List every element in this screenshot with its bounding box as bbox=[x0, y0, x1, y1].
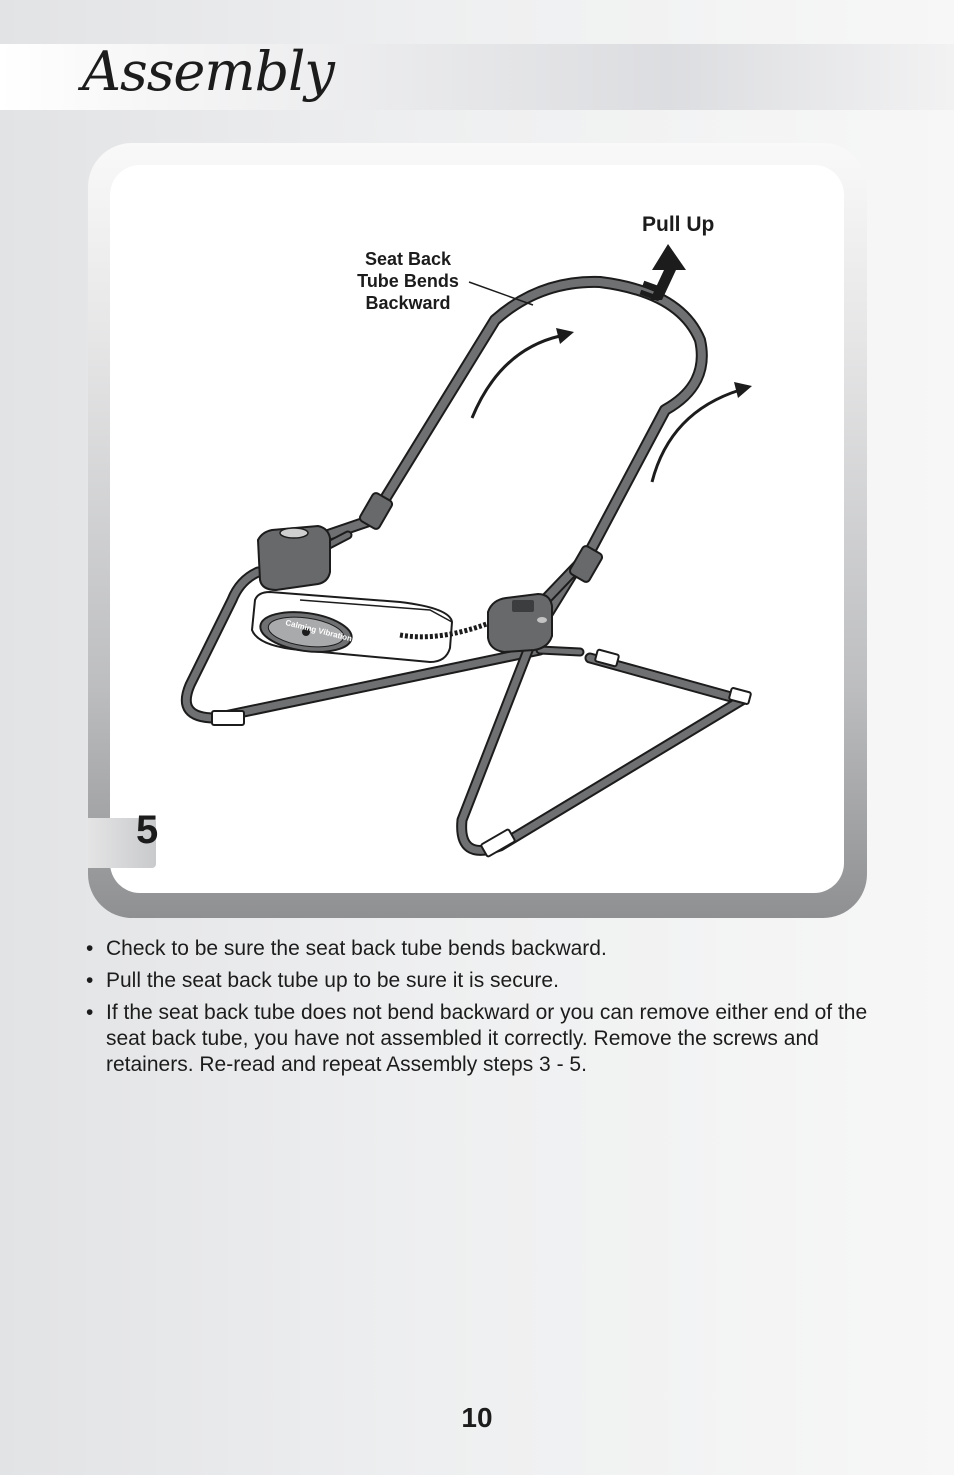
seat-back-callout-line2: Tube Bends bbox=[357, 271, 459, 291]
motion-arrowheads bbox=[556, 328, 752, 398]
instruction-item bbox=[86, 968, 876, 994]
left-housing bbox=[258, 526, 330, 590]
bullet: • bbox=[86, 969, 94, 992]
seat-back-callout-line1: Seat Back bbox=[364, 249, 452, 269]
bullet: • bbox=[86, 937, 94, 960]
page-number: 10 bbox=[461, 1402, 493, 1433]
pull-up-callout: Pull Up bbox=[642, 213, 715, 236]
instruction-text: If the seat back tube does not bend backward or you can remove either end of the seat back tube, you have not assembled it correctly. Remove the screws and retainers. Re-read and repeat Assembly steps 3 - 5. bbox=[106, 1001, 868, 1076]
right-housing bbox=[488, 594, 552, 652]
instruction-text: Pull the seat back tube up to be sure it is secure. bbox=[106, 969, 559, 992]
step-number: 5 bbox=[136, 808, 159, 852]
bullet: • bbox=[86, 1001, 94, 1024]
instruction-item bbox=[86, 936, 876, 962]
instruction-list bbox=[86, 936, 876, 1084]
instruction-item bbox=[86, 1000, 876, 1078]
page-title: Assembly bbox=[82, 40, 334, 103]
product-badge: Calming Vibrations bbox=[284, 618, 358, 645]
seat-back-callout-line3: Backward bbox=[365, 293, 451, 313]
vibration-unit bbox=[252, 592, 452, 662]
seat-back-callout bbox=[348, 248, 468, 314]
pull-up-arrow bbox=[640, 244, 686, 301]
seat-back-tube bbox=[290, 282, 702, 600]
instruction-text: Check to be sure the seat back tube bends backward. bbox=[106, 937, 607, 960]
